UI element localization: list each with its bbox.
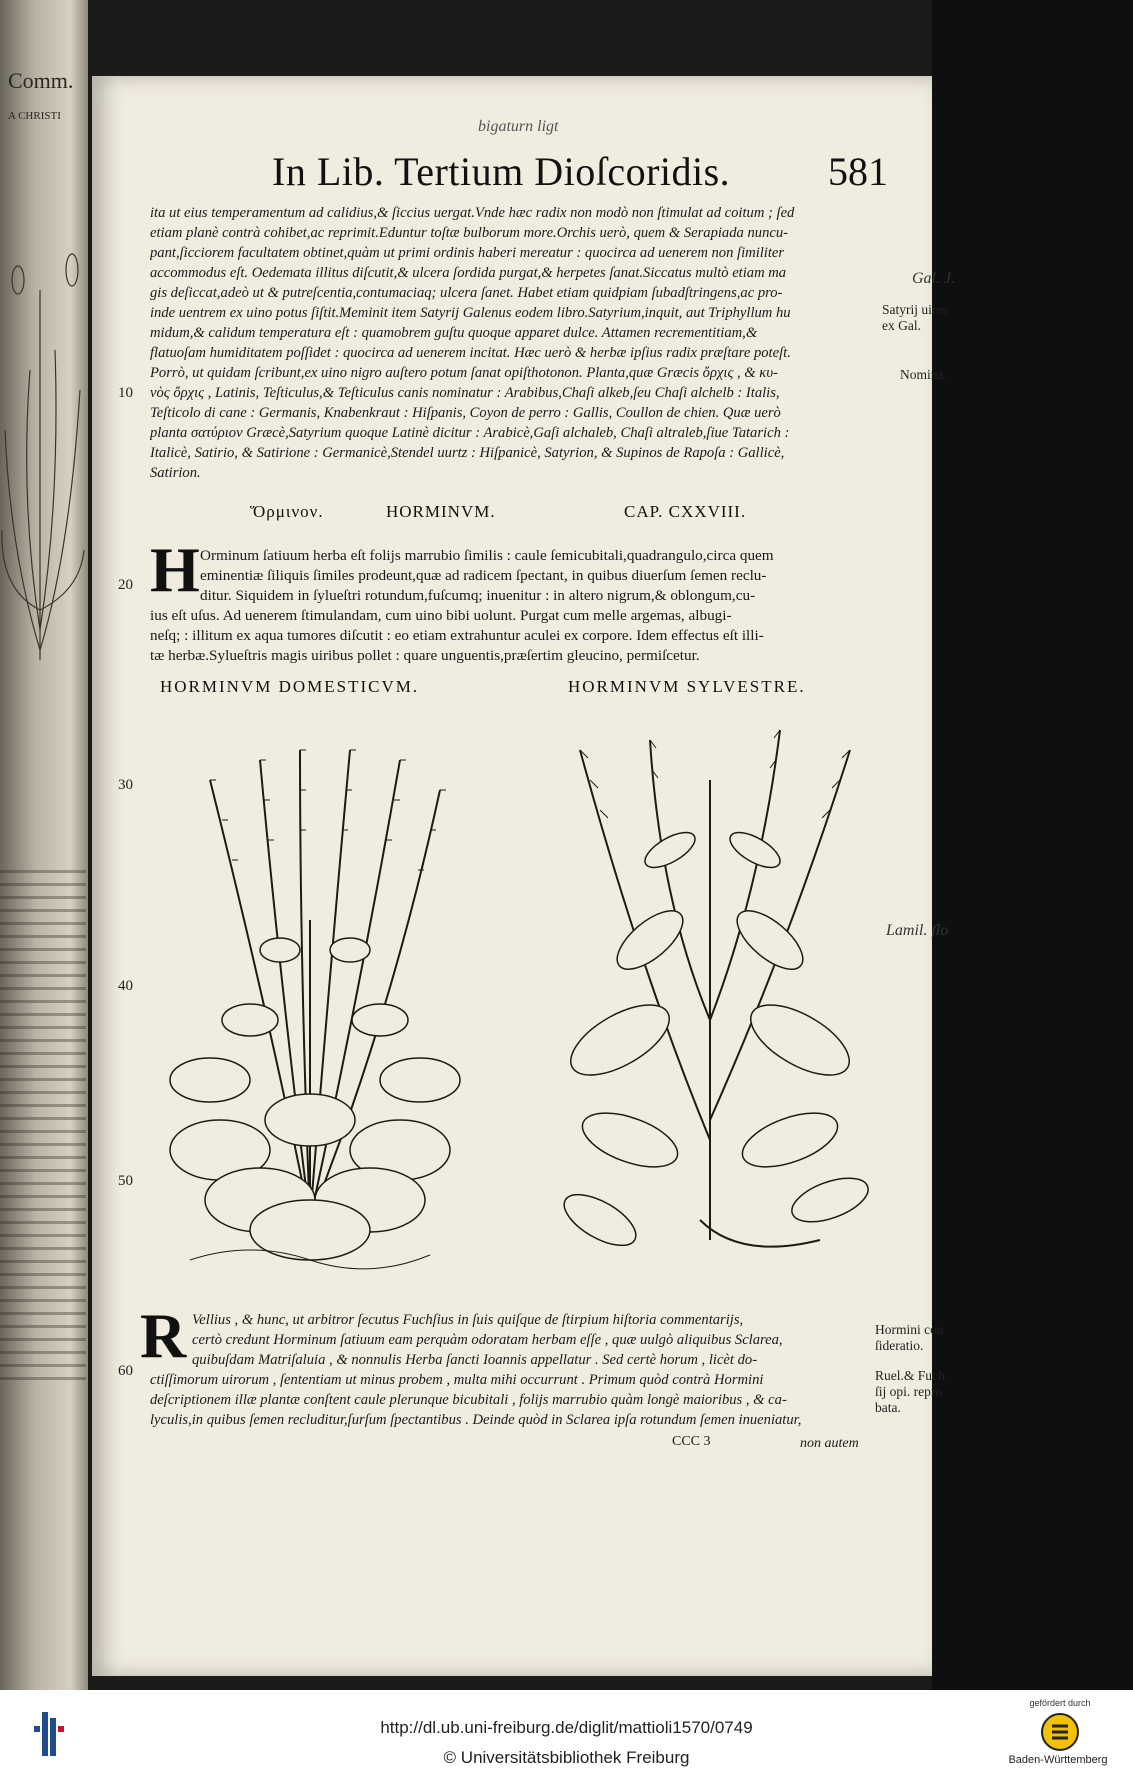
figure-caption-domesticum: HORMINVM DOMESTICVM. — [160, 677, 420, 696]
handwritten-note-top: bigaturn ligt — [478, 118, 559, 135]
text-line: ctiſſimorum uirorum , ſententiam ut minus probem , multa mihi occurrunt . Primum quòd contrà Hormini — [150, 1372, 764, 1388]
text-line: ius eſt uſus. Ad uenerem ſtimulandam, cum uino bibi uolunt. Purgat cum melle argemas, albugi- — [150, 607, 732, 624]
text-line: midum,& calidum temperatura eſt : quamobrem guſtu quoque apparet dulce. Attamen recrementitiam,& — [150, 325, 758, 341]
text-line: Porrò, ut quidam ſcribunt,ex uino nigro auſtero potum ſanat opiſthotonon. Planta,quæ Græcis ὄρχις , & κυ- — [150, 365, 778, 381]
text-line: etiam planè contrà cohibet,ac reprimit.Eduntur toſtæ bulborum more.Orchis uerò, quem & Serapiada nuncu- — [150, 225, 788, 241]
text-line: Teſticolo di cane : Germanis, Knabenkraut : Hiſpanis, Coyon de perro : Gallis, Coullon de chien. Quæ uerò — [150, 405, 781, 421]
text-line: ditur. Siquidem in ſylueſtri rotundum,fuſcumq; inuenitur : in altero nigrum,& oblongum,cu- — [200, 587, 756, 604]
line-number: 40 — [118, 978, 133, 994]
margin-note-hormini: Hormini con ſideratio. — [875, 1322, 944, 1353]
running-head: In Lib. Tertium Dioſcoridis. — [272, 149, 731, 194]
background-right — [932, 0, 1133, 1690]
text-line: deſcriptionem illæ plantæ conſtent caule plerunque bicubitali , folijs marrubio quàm longè maioribus , & ca- — [150, 1392, 787, 1408]
crest-icon — [1040, 1712, 1080, 1752]
left-page-fragment: A CHRISTI — [8, 110, 61, 122]
figure-caption-sylvestre: HORMINVM SYLVESTRE. — [568, 677, 806, 696]
page-number: 581 — [828, 149, 888, 194]
text-line: Satirion. — [150, 465, 201, 481]
margin-note-ruel: Ruel.& Fuch ſij opi. repro bata. — [875, 1368, 945, 1415]
line-number: 20 — [118, 577, 133, 593]
line-number: 10 — [118, 385, 133, 401]
horminum-sylvestre-illustration — [540, 720, 880, 1280]
handwritten-margin-note: Lamil. flo — [886, 922, 949, 939]
horminum-domesticum-illustration — [150, 720, 480, 1280]
horminum-text-block — [150, 546, 870, 666]
margin-note-nomina: Nomina. — [900, 367, 947, 382]
footer-bar — [0, 1690, 1133, 1780]
line-number: 60 — [118, 1363, 133, 1379]
text-line: Orminum ſatiuum herba eſt folijs marrubio ſimilis : caule ſemicubitali,quadrangulo,circa quem — [200, 547, 774, 564]
text-line: tæ herbæ.Sylueſtris magis uiribus pollet : quare unguentis,præſertim gleucino, permiſcetur. — [150, 647, 700, 664]
text-line: gis deſiccat,adeò ut & putreſcentia,contumaciaq; ulcera ſanet. Habet etiam quidpiam ſubadſtringens,ac pro- — [150, 285, 783, 301]
text-line: certò credunt Horminum ſatiuum eam perquàm odoratam herbam eſſe , quæ uulgò aliquibus Sclarea, — [192, 1332, 783, 1348]
text-line: flatuoſam humiditatem poſſidet : quocirca ad uenerem incitat. Hæc uerò & herbæ ipſius radix præſtare poteſt. — [150, 345, 791, 361]
left-plant-illustration — [0, 250, 86, 670]
drop-cap: H — [150, 534, 200, 605]
line-number: 50 — [118, 1173, 133, 1189]
text-line: ita ut eius temperamentum ad calidius,& ſiccius uergat.Vnde hæc radix non modò non ſtimulat ad coitum ; ſed — [150, 205, 795, 221]
text-line: νὸς ὄρχις , Latinis, Teſticulus,& Teſticulus canis nominatur : Arabibus,Chaſi alkeb,ſeu Chaſi alchelb : Italis, — [150, 385, 780, 401]
chapter-greek-title: Ὅρμινον. — [250, 502, 324, 521]
text-line: Vellius , & hunc, ut arbitror ſecutus Fuchſius in ſuis quiſque de ſtirpium hiſtoria commentarijs, — [192, 1312, 744, 1328]
catchword: non autem — [800, 1436, 859, 1451]
text-line: lyculis,in quibus ſemen recluditur,ſurſum ſpectantibus . Deinde quòd in Sclarea ipſa rotundum ſemen inueniatur, — [150, 1412, 802, 1428]
text-line: eminentiæ ſiliquis ſimiles prodeunt,quæ ad radicem ſpectant, in quibus diuerſum ſemen reclu- — [200, 567, 767, 584]
text-line: accommodus eſt. Oedemata illitus diſcutit,& ulcera ſordida purgat,& herpetes ſanat.Siccatus multò etiam ma — [150, 265, 787, 281]
chapter-number: CAP. CXXVIII. — [624, 502, 747, 521]
text-line: inde uentrem ex uino potus ſiſtit.Meminit item Satyrij Galenus eodem libro.Satyrium,inquit, aut Triphyllum hu — [150, 305, 791, 321]
chapter-title: HORMINVM. — [386, 502, 496, 521]
signature-mark: CCC 3 — [672, 1434, 711, 1449]
margin-note-satyrii: Satyrij uires ex Gal. — [882, 302, 948, 333]
text-line: pant,ſicciorem facultatem obtinet,quàm ut primi ordinis haberi mereatur : quocirca ad uenerem non ſimiliter — [150, 245, 785, 261]
funder-name: Baden-Württemberg — [1008, 1754, 1108, 1766]
line-number: 30 — [118, 777, 133, 793]
text-line: neſq; : illitum ex aqua tumores diſcutit : eo etiam extrahuntur aculei ex corpore. Idem effectus eſt illi- — [150, 627, 764, 644]
drop-cap: R — [140, 1300, 187, 1371]
top-text-block — [150, 203, 870, 483]
handwritten-margin-note: Gal. J. — [912, 270, 956, 287]
text-line: Italicè, Satirio, & Satirione : Germanicè,Stendel uurtz : Hiſpanicè, Satyrion, & Supinos de Rapoſa : Gallicè, — [150, 445, 785, 461]
commentary-text-block — [150, 1310, 870, 1430]
left-page-text-block — [0, 860, 86, 1380]
funded-by-label: gefördert durch — [1029, 1698, 1091, 1708]
left-page-fragment: Comm. — [8, 68, 74, 93]
footer-url[interactable]: http://dl.ub.uni-freiburg.de/diglit/mattioli1570/0749 — [380, 1718, 753, 1737]
left-facing-page — [0, 0, 88, 1690]
text-line: planta σατύριον Græcè,Satyrium quoque Latinè dicitur : Arabicè,Gaſi alchaleb, Chaſi altraleb,ſiue Tatarich : — [150, 425, 790, 441]
footer-copyright: © Universitätsbibliothek Freiburg — [443, 1748, 690, 1767]
text-line: quibuſdam Matriſaluia , & nonnulis Herba ſancti Ioannis appellatur . Sed certè horum , licèt do- — [192, 1352, 758, 1368]
